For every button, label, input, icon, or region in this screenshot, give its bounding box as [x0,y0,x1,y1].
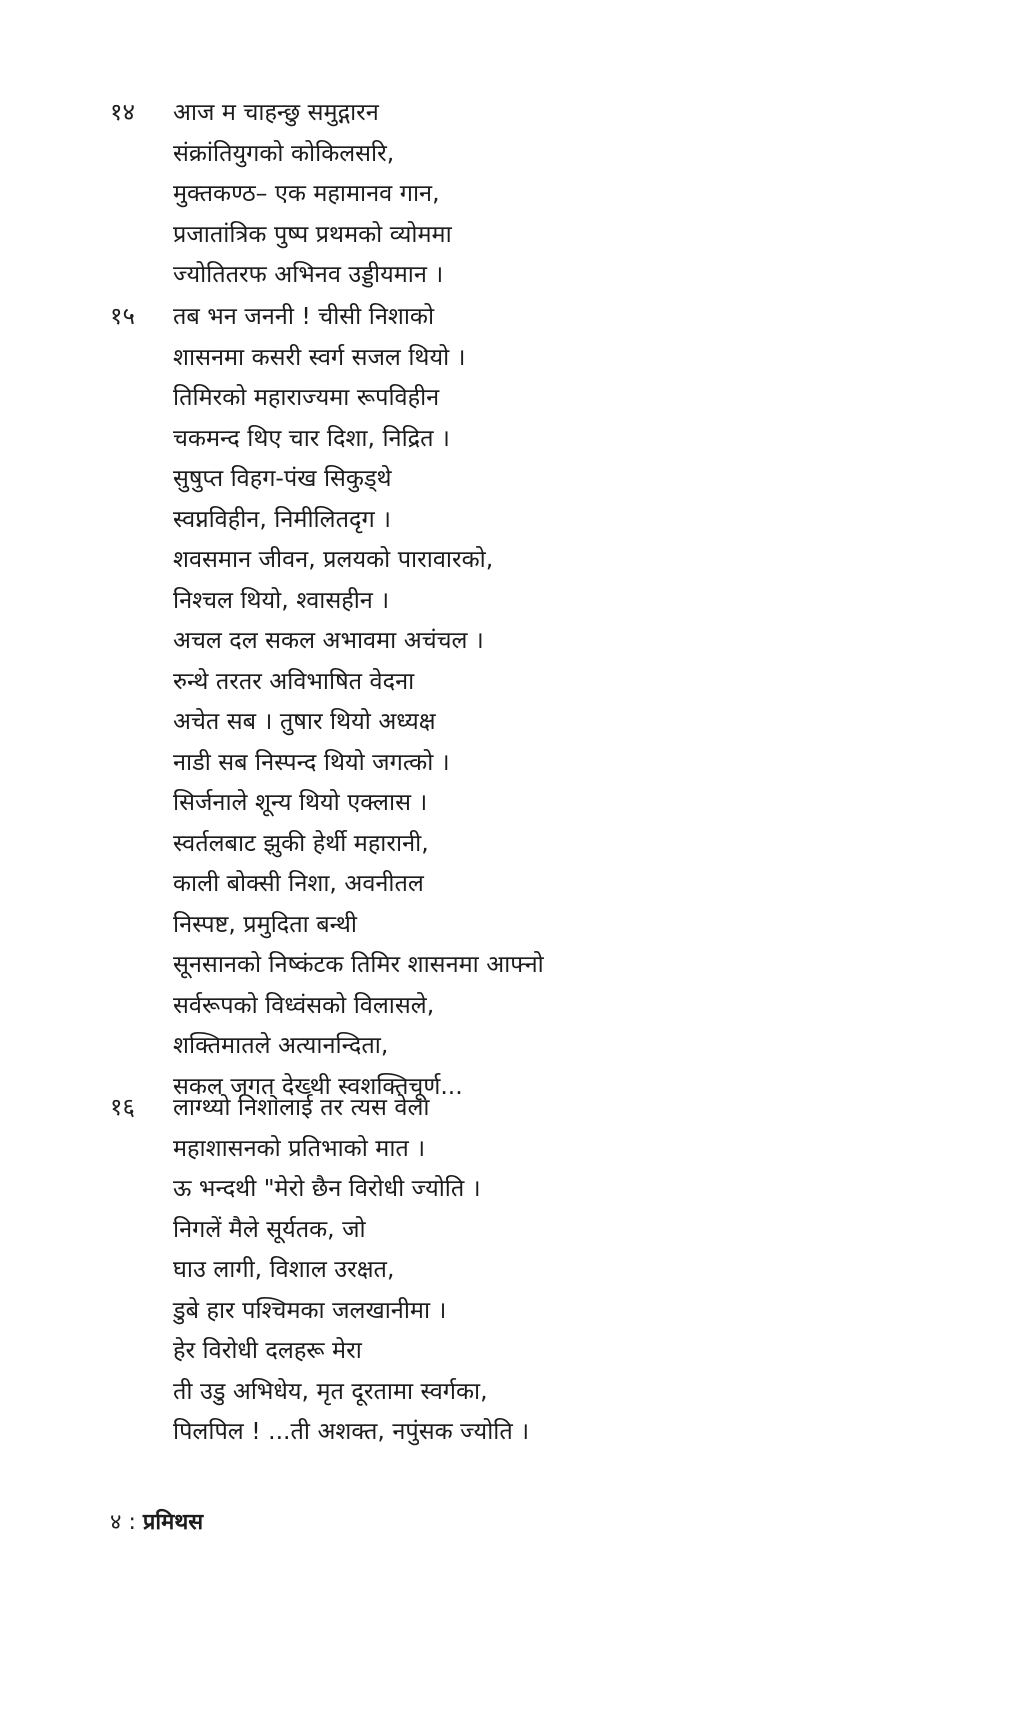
poem-line: ज्योतितरफ अभिनव उड्डीयमान । [173,260,444,288]
poem-line: तिमिरको महाराज्यमा रूपविहीन [173,383,440,411]
poem-line: निश्चल थियो, श्वासहीन । [173,585,390,614]
stanza-14 [110,92,810,295]
footer-separator: : [128,1510,136,1535]
poem-line: शक्तिमातले अत्यानन्दिता, [173,1031,389,1059]
poem-line: चकमन्द थिए चार दिशा, निद्रित । [173,423,450,452]
poem-line: प्रजातांत्रिक पुष्प प्रथमको व्योममा [173,219,452,248]
poem-line: शासनमा कसरी स्वर्ग सजल थियो । [173,342,466,371]
stanza-number: १५ [110,302,135,330]
poem-line: पिलपिल ! ...ती अशक्त, नपुंसक ज्योति । [173,1417,530,1445]
stanza-16 [110,1087,810,1452]
stanza-lines [173,296,810,1106]
poem-line: सूनसानको निष्कंटक तिमिर शासनमा आफ्नो [173,950,544,978]
poem-line: संक्रांतियुगको कोकिलसरि, [173,138,395,167]
poem-line: घाउ लागी, विशाल उरक्षत, [173,1255,395,1283]
poem-line: अचल दल सकल अभावमा अचंचल । [173,626,484,654]
poem-line: अचेत सब । तुषार थियो अध्यक्ष [173,707,436,735]
poem-line: आज म चाहन्छु समुद्गारन [173,98,379,126]
stanza-lines [173,92,810,295]
poem-line: सकल जगत् देख्थी स्वशक्तिचूर्ण... [173,1071,463,1100]
page-footer [110,1508,203,1538]
stanza-15 [110,296,810,1106]
poem-line: सर्वरूपको विध्वंसको विलासले, [173,990,435,1019]
poem-line: सुषुप्त विहग-पंख सिकुड्थे [173,464,392,492]
poem-line: रुन्थे तरतर अविभाषित वेदना [173,666,415,695]
poem-line: स्वर्तलबाट झुकी हेर्थी महारानी, [173,828,429,857]
poem-line: निस्पष्ट, प्रमुदिता बन्थी [173,909,358,938]
poem-line: डुबे हार पश्चिमका जलखानीमा । [173,1295,447,1324]
poem-line: काली बोक्सी निशा, अवनीतल [173,869,424,897]
poem-line: नाडी सब निस्पन्द थियो जगत्को । [173,747,450,776]
book-title: प्रमिथस [142,1510,204,1535]
poem-line: लाग्थ्यो निशालाई तर त्यस वेला [173,1093,430,1121]
stanza-lines [173,1087,810,1452]
stanza-number: १४ [110,98,135,126]
stanza-number: १६ [110,1093,135,1121]
poem-line: तब भन जननी ! चीसी निशाको [173,302,435,330]
poem-line: स्वप्नविहीन, निमीलितदृग । [173,504,392,533]
page-number: ४ [110,1510,122,1535]
poem-line: मुक्तकण्ठ– एक महामानव गान, [173,179,440,207]
poem-line: निगलें मैले सूर्यतक, जो [173,1214,366,1243]
poem-line: हेर विरोधी दलहरू मेरा [173,1336,362,1364]
poem-line: शवसमान जीवन, प्रलयको पारावारको, [173,545,494,573]
poem-line: सिर्जनाले शून्य थियो एक्लास । [173,788,428,816]
poem-line: ऊ भन्दथी "मेरो छैन विरोधी ज्योति । [173,1174,481,1202]
poem-line: महाशासनको प्रतिभाको मात । [173,1133,426,1162]
poem-line: ती उडु अभिधेय, मृत दूरतामा स्वर्गका, [173,1376,488,1405]
